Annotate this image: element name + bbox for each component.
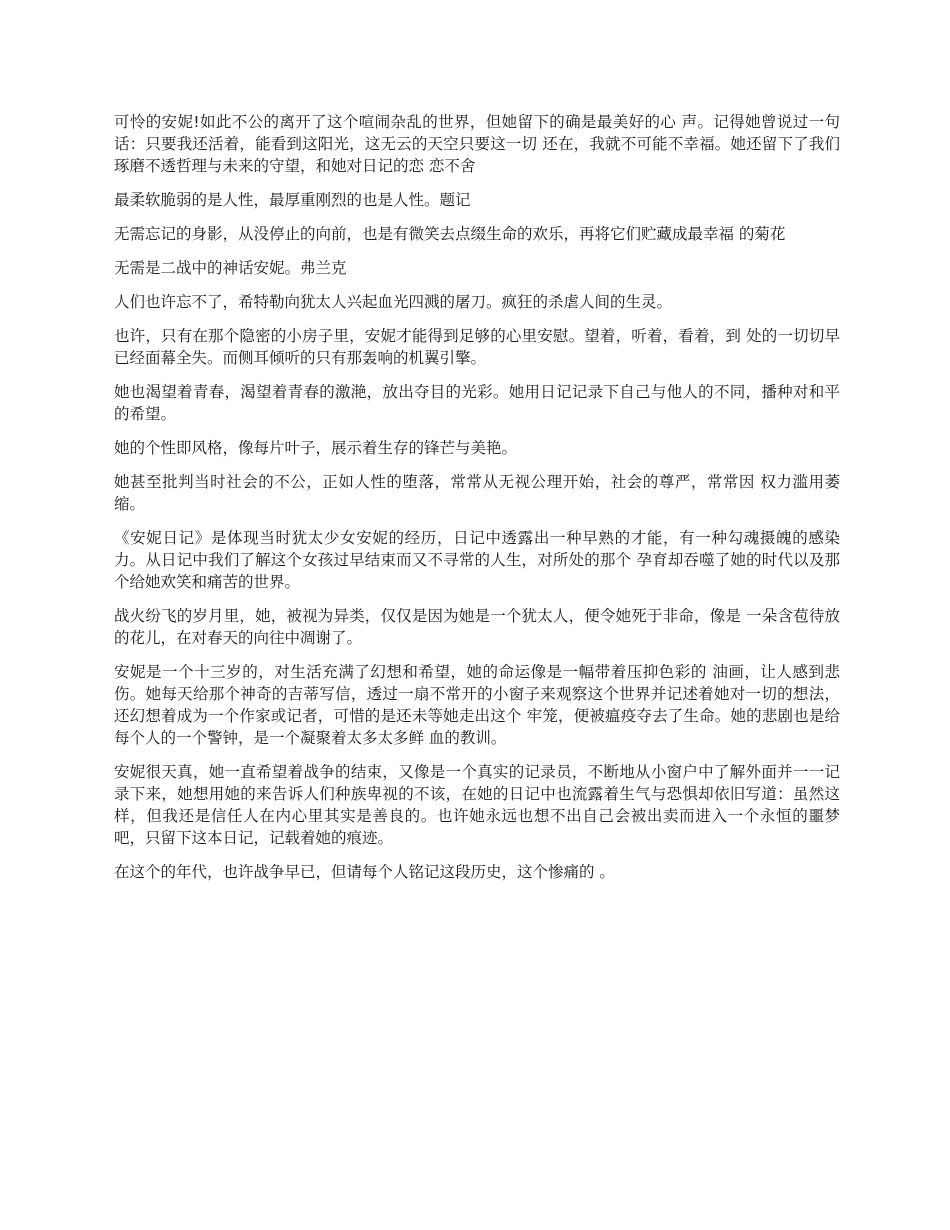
paragraph-8: 她的个性即风格，像每片叶子，展示着生存的锋芒与美艳。 <box>114 439 518 457</box>
paragraph-13: 安妮很天真，她一直希望着战争的结束，又像是一个真实的记录员，不断地从小窗户中了解外面并一一记录下来，她想用她的来告诉人们种族卑视的不该，在她的日记中也流露着生气与恐惧却依旧写道：虽然这样，但我还是信任人在内心里其实是善良的。也许她永远也想不出自己会被出卖而进入一个永恒的噩梦吧，只留下这本日记，记载着她的痕迹。 <box>114 763 840 847</box>
document-body <box>114 111 840 895</box>
paragraph-12: 安妮是一个十三岁的，对生活充满了幻想和希望，她的命运像是一幅带着压抑色彩的 油画，让人感到悲伤。她每天给那个神奇的吉蒂写信，透过一扇不常开的小窗子来观察这个世界并记述着她对一切的想法，还幻想着成为一个作家或记者，可惜的是还未等她走出这个 牢笼，便被瘟疫夺去了生命。她的悲剧也是给每个人的一个警钟，是一个凝聚着太多太多鲜 血的教训。 <box>114 663 840 747</box>
paragraph-2: 最柔软脆弱的是人性，最厚重刚烈的也是人性。题记 <box>114 191 471 209</box>
paragraph-6: 也许，只有在那个隐密的小房子里，安妮才能得到足够的心里安慰。望着，听着，看着，到 处的一切切早已经面幕全失。而侧耳倾听的只有那轰响的机翼引擎。 <box>114 327 840 367</box>
paragraph-7: 她也渴望着青春，渴望着青春的激滟，放出夺目的光彩。她用日记记录下自己与他人的不同，播种对和平的希望。 <box>114 383 840 423</box>
paragraph-1: 可怜的安妮!如此不公的离开了这个喧闹杂乱的世界，但她留下的确是最美好的心 声。记得她曾说过一句话：只要我还活着，能看到这阳光，这无云的天空只要这一切 还在，我就不可能不幸福。她还留下了我们琢磨不透哲理与未来的守望，和她对日记的恋 恋不舍 <box>114 113 840 175</box>
paragraph-4: 无需是二战中的神话安妮。弗兰克 <box>114 259 347 277</box>
paragraph-11: 战火纷飞的岁月里，她，被视为异类，仅仅是因为她是一个犹太人，便令她死于非命，像是 一朵含苞待放的花儿，在对春天的向往中凋谢了。 <box>114 607 840 647</box>
paragraph-10: 《安妮日记》是体现当时犹太少女安妮的经历，日记中透露出一种早熟的才能，有一种勾魂摄魄的感染力。从日记中我们了解这个女孩过早结束而又不寻常的人生，对所处的那个 孕育却吞噬了她的时代以及那个给她欢笑和痛苦的世界。 <box>114 529 840 591</box>
paragraph-14: 在这个的年代，也许战争早已，但请每个人铭记这段历史，这个惨痛的 。 <box>114 863 615 881</box>
paragraph-5: 人们也许忘不了，希特勒向犹太人兴起血光四溅的屠刀。疯狂的杀虐人间的生灵。 <box>114 293 673 311</box>
paragraph-9: 她甚至批判当时社会的不公，正如人性的堕落，常常从无视公理开始，社会的尊严，常常因 权力滥用萎缩。 <box>114 473 840 513</box>
paragraph-3: 无需忘记的身影，从没停止的向前，也是有微笑去点缀生命的欢乐，再将它们贮藏成最幸福 的菊花 <box>114 225 786 243</box>
